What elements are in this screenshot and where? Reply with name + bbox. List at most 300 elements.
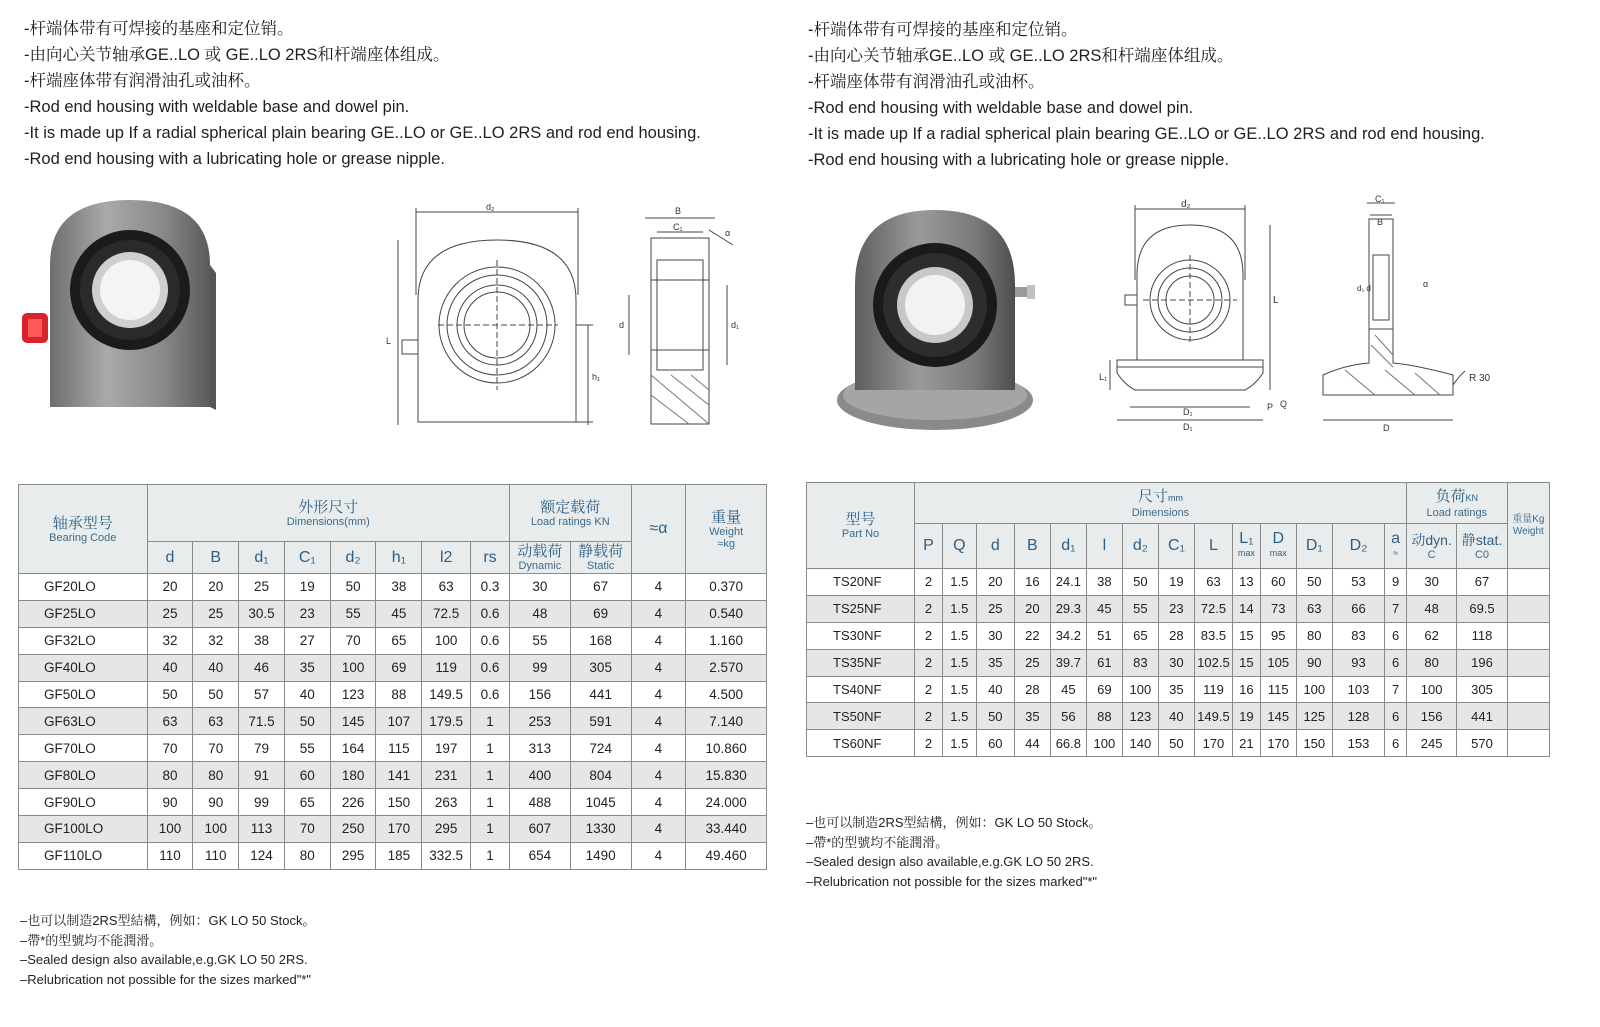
table-cell: 180 [330, 762, 376, 789]
table-cell: 80 [1296, 622, 1332, 649]
table-cell: 99 [509, 654, 570, 681]
table-cell: 20 [193, 574, 239, 601]
table-cell: 50 [1122, 569, 1158, 596]
table-cell: 50 [193, 681, 239, 708]
table-cell: 103 [1332, 676, 1384, 703]
part-code-cell: TS40NF [807, 676, 915, 703]
table-cell: 90 [193, 789, 239, 816]
table-cell: 67 [1457, 569, 1507, 596]
table-cell: 16 [1014, 569, 1050, 596]
table-cell: 14 [1232, 595, 1260, 622]
col-static: 静载荷 Static [570, 542, 631, 574]
table-cell: 332.5 [422, 842, 471, 869]
table-cell: 32 [147, 627, 193, 654]
header-load-ratings: 额定载荷 Load ratings KN [509, 485, 631, 542]
col-B: B [193, 542, 239, 574]
table-cell: 50 [147, 681, 193, 708]
label-C1: C₁ [1375, 195, 1385, 204]
table-cell: 66.8 [1050, 730, 1086, 757]
table-row [19, 816, 767, 843]
table-cell: 170 [1194, 730, 1232, 757]
table-row [807, 595, 1550, 622]
label-B: B [675, 206, 682, 216]
header-dimensions: 外形尺寸 Dimensions(mm) [147, 485, 509, 542]
ts-spec-table [806, 482, 1550, 757]
table-cell: 30 [976, 622, 1014, 649]
table-cell: 90 [147, 789, 193, 816]
table-cell: 125 [1296, 703, 1332, 730]
label-R30: R 30 [1469, 373, 1491, 384]
ts-front-technical-drawing [1095, 195, 1295, 440]
table-row [19, 574, 767, 601]
table-cell: 119 [1194, 676, 1232, 703]
table-cell: 305 [1457, 676, 1507, 703]
table-cell: 40 [284, 681, 330, 708]
table-cell: 0.6 [471, 627, 510, 654]
table-cell: 40 [976, 676, 1014, 703]
table-cell: 15 [1232, 622, 1260, 649]
table-cell: 140 [1122, 730, 1158, 757]
table-cell: 90 [1296, 649, 1332, 676]
table-cell: 99 [239, 789, 285, 816]
part-code-cell: TS20NF [807, 569, 915, 596]
table-cell: 4 [631, 600, 686, 627]
table-cell: 197 [422, 735, 471, 762]
table-cell: 63 [422, 574, 471, 601]
table-cell: 170 [1260, 730, 1296, 757]
col-L: L [1194, 524, 1232, 569]
table-cell: 80 [193, 762, 239, 789]
table-row [807, 703, 1550, 730]
table-cell: 60 [284, 762, 330, 789]
table-cell: 61 [1086, 649, 1122, 676]
table-cell: 100 [1122, 676, 1158, 703]
col-D-max: D max [1260, 524, 1296, 569]
header-alpha: ≈α [631, 485, 686, 574]
table-cell: 102.5 [1194, 649, 1232, 676]
table-cell: 15 [1232, 649, 1260, 676]
table-cell: 156 [509, 681, 570, 708]
table-cell: 153 [1332, 730, 1384, 757]
table-cell: 55 [284, 735, 330, 762]
table-cell: 38 [376, 574, 422, 601]
table-cell: 441 [1457, 703, 1507, 730]
label-D1b: D₁ [1183, 422, 1193, 432]
table-cell: 38 [1086, 569, 1122, 596]
table-cell: 71.5 [239, 708, 285, 735]
col-dynamic: 动载荷 Dynamic [509, 542, 570, 574]
label-d1: d₁ [731, 320, 740, 330]
table-cell: 80 [1406, 649, 1456, 676]
table-cell: 79 [239, 735, 285, 762]
table-cell: 25 [1014, 649, 1050, 676]
table-cell: 0.3 [471, 574, 510, 601]
note-line: –也可以制造2RS型結構，例如：GK LO 50 Stock。 [806, 815, 1102, 830]
table-row [807, 676, 1550, 703]
table-cell: 88 [1086, 703, 1122, 730]
ts-side-technical-drawing [1315, 195, 1500, 435]
table-cell: 1330 [570, 816, 631, 843]
left-description [24, 16, 701, 172]
table-cell [1507, 730, 1549, 757]
table-cell: 123 [1122, 703, 1158, 730]
table-cell: 107 [376, 708, 422, 735]
table-cell: 0.370 [686, 574, 767, 601]
description-line: -It is made up If a radial spherical plain bearing GE..LO or GE..LO 2RS and rod end housing. [24, 124, 701, 142]
table-cell: 50 [330, 574, 376, 601]
gf-side-technical-drawing [615, 200, 745, 440]
table-cell: 40 [193, 654, 239, 681]
table-cell: 33.440 [686, 816, 767, 843]
table-cell: 70 [193, 735, 239, 762]
table-cell: 4 [631, 627, 686, 654]
table-cell: 35 [1158, 676, 1194, 703]
table-cell: 0.6 [471, 600, 510, 627]
description-line: -Rod end housing with a lubricating hole or grease nipple. [24, 150, 446, 168]
table-cell: 4 [631, 735, 686, 762]
label-d2: d₂ [1181, 199, 1191, 210]
table-cell: 149.5 [422, 681, 471, 708]
table-cell: 400 [509, 762, 570, 789]
table-cell: 1 [471, 735, 510, 762]
table-row [19, 627, 767, 654]
table-cell: 10.860 [686, 735, 767, 762]
description-line: -杆端座体带有润滑油孔或油杯。 [808, 73, 1045, 91]
gf-spec-table [18, 484, 767, 870]
label-d1d: d₁ d [1357, 284, 1371, 293]
note-line: –帶*的型號均不能潤滑。 [806, 834, 949, 850]
table-cell: 50 [976, 703, 1014, 730]
table-cell: 804 [570, 762, 631, 789]
table-cell: 6 [1385, 703, 1407, 730]
col-D2: D₂ [1332, 524, 1384, 569]
table-cell: 1 [471, 816, 510, 843]
table-cell: 29.3 [1050, 595, 1086, 622]
table-cell: 88 [376, 681, 422, 708]
table-cell: 25 [193, 600, 239, 627]
table-cell: 91 [239, 762, 285, 789]
table-cell: 69 [376, 654, 422, 681]
table-cell: 50 [284, 708, 330, 735]
table-cell: 2.570 [686, 654, 767, 681]
label-L: L [386, 336, 392, 346]
table-cell: 80 [284, 842, 330, 869]
table-cell: 6 [1385, 622, 1407, 649]
table-cell: 113 [239, 816, 285, 843]
table-cell: 1.5 [942, 622, 976, 649]
table-cell: 19 [1232, 703, 1260, 730]
table-cell: 100 [1406, 676, 1456, 703]
header-bearing-code: 轴承型号 Bearing Code [19, 485, 148, 574]
table-cell: 70 [330, 627, 376, 654]
table-cell: 1.160 [686, 627, 767, 654]
table-cell: 196 [1457, 649, 1507, 676]
table-cell: 4 [631, 816, 686, 843]
table-cell: 30 [509, 574, 570, 601]
table-cell: 24.000 [686, 789, 767, 816]
note-line: –帶*的型號均不能潤滑。 [20, 932, 163, 948]
header-dimensions: 尺寸mm Dimensions [915, 483, 1407, 524]
table-cell: 32 [193, 627, 239, 654]
label-Q: Q [1280, 399, 1288, 409]
table-cell: 44 [1014, 730, 1050, 757]
table-cell: 40 [1158, 703, 1194, 730]
col-P: P [915, 524, 943, 569]
table-cell: 1045 [570, 789, 631, 816]
table-cell: 4 [631, 762, 686, 789]
table-cell: 63 [147, 708, 193, 735]
note-line: –Sealed design also available,e.g.GK LO 50 2RS. [20, 952, 308, 967]
table-row [807, 649, 1550, 676]
table-cell: 53 [1332, 569, 1384, 596]
table-cell: 100 [1086, 730, 1122, 757]
table-cell: 25 [239, 574, 285, 601]
table-cell: 83.5 [1194, 622, 1232, 649]
table-cell: 45 [1086, 595, 1122, 622]
col-d: d [147, 542, 193, 574]
table-cell: 19 [284, 574, 330, 601]
table-cell: 1 [471, 842, 510, 869]
part-code-cell: GF40LO [19, 654, 148, 681]
table-cell: 253 [509, 708, 570, 735]
table-cell: 313 [509, 735, 570, 762]
table-cell: 0.6 [471, 681, 510, 708]
table-cell: 150 [1296, 730, 1332, 757]
part-code-cell: GF63LO [19, 708, 148, 735]
label-d2: d₂ [486, 202, 495, 212]
col-Q: Q [942, 524, 976, 569]
table-cell: 1490 [570, 842, 631, 869]
table-cell: 7.140 [686, 708, 767, 735]
label-alpha: α [725, 228, 731, 238]
description-line: -Rod end housing with weldable base and dowel pin. [808, 99, 1194, 117]
note-line: –Relubrication not possible for the sizes marked"*" [20, 971, 312, 987]
part-code-cell: GF50LO [19, 681, 148, 708]
table-row [19, 842, 767, 869]
part-code-cell: GF100LO [19, 816, 148, 843]
table-row [19, 654, 767, 681]
table-cell: 118 [1457, 622, 1507, 649]
gf-front-technical-drawing [378, 200, 608, 450]
table-cell: 46 [239, 654, 285, 681]
table-cell: 170 [376, 816, 422, 843]
right-product-panel [800, 0, 1600, 1027]
part-code-cell: TS60NF [807, 730, 915, 757]
note-line: –Relubrication not possible for the sizes marked"*" [806, 873, 1098, 889]
table-cell: 38 [239, 627, 285, 654]
table-cell: 67 [570, 574, 631, 601]
table-cell: 19 [1158, 569, 1194, 596]
table-cell: 7 [1385, 676, 1407, 703]
table-cell: 30 [1406, 569, 1456, 596]
table-cell: 6 [1385, 730, 1407, 757]
table-cell: 69 [570, 600, 631, 627]
table-cell: 2 [915, 569, 943, 596]
table-cell: 168 [570, 627, 631, 654]
description-line: -由向心关节轴承GE..LO 或 GE..LO 2RS和杆端座体组成。 [24, 46, 450, 64]
table-cell [1507, 703, 1549, 730]
table-cell: 35 [284, 654, 330, 681]
table-cell: 35 [1014, 703, 1050, 730]
table-cell: 48 [1406, 595, 1456, 622]
table-cell: 4 [631, 681, 686, 708]
table-cell: 16 [1232, 676, 1260, 703]
table-cell: 4 [631, 789, 686, 816]
table-cell: 40 [147, 654, 193, 681]
table-cell: 4 [631, 842, 686, 869]
table-row [19, 762, 767, 789]
label-D1a: D₁ [1183, 407, 1193, 417]
table-cell: 56 [1050, 703, 1086, 730]
table-cell [1507, 569, 1549, 596]
table-cell: 63 [193, 708, 239, 735]
table-cell: 0.540 [686, 600, 767, 627]
label-L: L [1273, 295, 1279, 306]
table-cell: 51 [1086, 622, 1122, 649]
table-cell: 69 [1086, 676, 1122, 703]
col-d1: d₁ [239, 542, 285, 574]
table-cell: 39.7 [1050, 649, 1086, 676]
col-l: l [1086, 524, 1122, 569]
description-line: -杆端体带有可焊接的基座和定位销。 [24, 20, 294, 38]
table-cell: 110 [147, 842, 193, 869]
table-cell: 156 [1406, 703, 1456, 730]
table-cell: 28 [1158, 622, 1194, 649]
part-code-cell: TS50NF [807, 703, 915, 730]
col-d1: d₁ [1050, 524, 1086, 569]
table-cell: 724 [570, 735, 631, 762]
label-D: D [1383, 423, 1390, 433]
table-cell: 57 [239, 681, 285, 708]
table-cell: 128 [1332, 703, 1384, 730]
part-code-cell: GF90LO [19, 789, 148, 816]
table-cell: 73 [1260, 595, 1296, 622]
col-rs: rs [471, 542, 510, 574]
col-B: B [1014, 524, 1050, 569]
table-cell: 1 [471, 762, 510, 789]
part-code-cell: TS30NF [807, 622, 915, 649]
gf-table-body [19, 574, 767, 870]
table-cell: 305 [570, 654, 631, 681]
col-D1: D₁ [1296, 524, 1332, 569]
table-cell: 72.5 [422, 600, 471, 627]
col-C1: C₁ [284, 542, 330, 574]
table-cell: 263 [422, 789, 471, 816]
table-cell: 123 [330, 681, 376, 708]
table-cell: 1.5 [942, 703, 976, 730]
table-cell: 441 [570, 681, 631, 708]
left-notes [20, 911, 315, 989]
table-cell: 179.5 [422, 708, 471, 735]
label-C1: C₁ [673, 222, 683, 232]
label-h1: h₁ [592, 372, 601, 382]
table-cell: 115 [376, 735, 422, 762]
table-cell: 1.5 [942, 595, 976, 622]
table-row [19, 600, 767, 627]
table-cell: 226 [330, 789, 376, 816]
part-code-cell: GF25LO [19, 600, 148, 627]
table-cell: 1.5 [942, 649, 976, 676]
table-cell: 1.5 [942, 730, 976, 757]
table-cell: 7 [1385, 595, 1407, 622]
table-cell: 28 [1014, 676, 1050, 703]
table-cell: 48 [509, 600, 570, 627]
table-cell: 45 [1050, 676, 1086, 703]
table-cell: 22 [1014, 622, 1050, 649]
col-l2: l2 [422, 542, 471, 574]
table-cell: 105 [1260, 649, 1296, 676]
table-cell: 124 [239, 842, 285, 869]
table-cell: 607 [509, 816, 570, 843]
col-h1: h₁ [376, 542, 422, 574]
table-cell: 1 [471, 789, 510, 816]
table-cell: 50 [1296, 569, 1332, 596]
table-cell: 488 [509, 789, 570, 816]
table-cell: 55 [509, 627, 570, 654]
table-cell: 1.5 [942, 676, 976, 703]
label-alpha: α [1423, 279, 1429, 289]
table-cell: 70 [147, 735, 193, 762]
header-part-no: 型号 Part No [807, 483, 915, 569]
table-cell: 2 [915, 703, 943, 730]
part-code-cell: GF32LO [19, 627, 148, 654]
table-cell: 50 [1158, 730, 1194, 757]
table-cell: 4 [631, 574, 686, 601]
table-cell: 30 [1158, 649, 1194, 676]
table-cell: 95 [1260, 622, 1296, 649]
table-cell: 100 [193, 816, 239, 843]
ts-table-body [807, 569, 1550, 757]
table-cell: 34.2 [1050, 622, 1086, 649]
gf-product-photo [20, 195, 220, 415]
table-cell [1507, 676, 1549, 703]
table-cell: 145 [330, 708, 376, 735]
table-cell: 110 [193, 842, 239, 869]
table-cell: 27 [284, 627, 330, 654]
description-line: -由向心关节轴承GE..LO 或 GE..LO 2RS和杆端座体组成。 [808, 47, 1234, 65]
col-alpha: a ≈ [1385, 524, 1407, 569]
table-cell: 0.6 [471, 654, 510, 681]
description-line: -Rod end housing with a lubricating hole or grease nipple. [808, 151, 1230, 169]
table-row [19, 789, 767, 816]
table-cell: 83 [1332, 622, 1384, 649]
label-P: P [1267, 402, 1274, 412]
table-cell: 6 [1385, 649, 1407, 676]
table-cell: 13 [1232, 569, 1260, 596]
table-row [19, 708, 767, 735]
part-code-cell: GF70LO [19, 735, 148, 762]
header-weight: 重量Kg Weight [1507, 483, 1549, 569]
table-cell [1507, 649, 1549, 676]
table-cell: 60 [1260, 569, 1296, 596]
table-cell: 23 [1158, 595, 1194, 622]
table-cell: 25 [976, 595, 1014, 622]
table-cell: 9 [1385, 569, 1407, 596]
part-code-cell: TS25NF [807, 595, 915, 622]
table-cell: 591 [570, 708, 631, 735]
table-cell: 245 [1406, 730, 1456, 757]
table-cell: 2 [915, 676, 943, 703]
header-weight: 重量 Weight ≈kg [686, 485, 767, 574]
table-row [19, 681, 767, 708]
table-cell: 100 [147, 816, 193, 843]
table-cell: 149.5 [1194, 703, 1232, 730]
table-cell: 30.5 [239, 600, 285, 627]
table-cell: 100 [1296, 676, 1332, 703]
table-cell: 2 [915, 622, 943, 649]
table-cell: 654 [509, 842, 570, 869]
table-cell: 4.500 [686, 681, 767, 708]
